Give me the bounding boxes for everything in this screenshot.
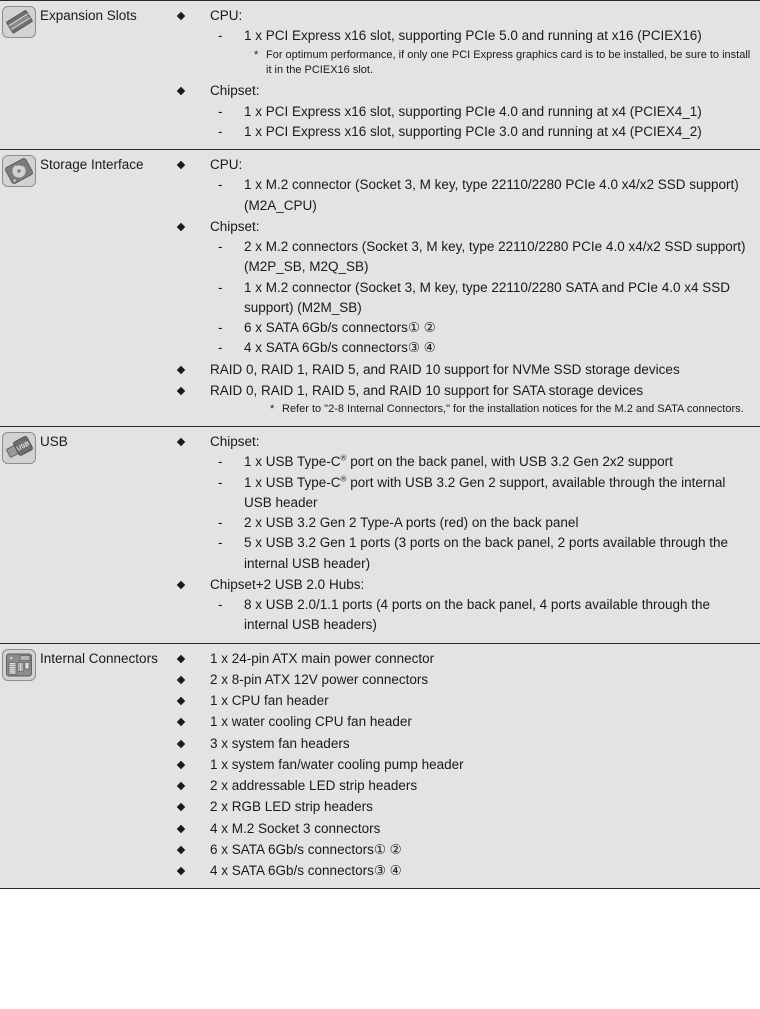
diamond-bullet-icon	[177, 387, 185, 395]
dash-bullet-icon: -	[218, 123, 223, 139]
spec-subitem	[210, 452, 756, 472]
spec-subitem	[210, 175, 756, 216]
spec-group-heading: Chipset:	[210, 83, 260, 99]
dash-bullet-icon: -	[218, 320, 223, 336]
spec-subitem-text: 4 x SATA 6Gb/s connectors③ ④	[244, 340, 436, 356]
spec-row-content	[168, 1, 760, 150]
spec-row	[0, 643, 760, 889]
svg-text:USB: USB	[15, 440, 31, 453]
diamond-bullet-icon	[177, 824, 185, 832]
spec-subitem	[210, 318, 756, 338]
spec-group-item	[168, 776, 756, 796]
spec-subitem-text: 1 x PCI Express x16 slot, supporting PCIe 4.0 and running at x4 (PCIEX4_1)	[244, 103, 702, 119]
spec-subitem-text: 1 x PCI Express x16 slot, supporting PCIe 5.0 and running at x16 (PCIEX16)	[244, 28, 702, 44]
dash-bullet-icon: -	[218, 177, 223, 193]
spec-group-heading: CPU:	[210, 8, 243, 23]
diamond-bullet-icon	[177, 697, 185, 705]
diamond-bullet-icon	[177, 654, 185, 662]
spec-group-heading: CPU:	[210, 157, 243, 173]
spec-group-list	[168, 649, 756, 882]
diamond-bullet-icon	[177, 365, 185, 373]
diamond-bullet-icon	[177, 803, 185, 811]
spec-group-heading: 1 x CPU fan header	[210, 693, 329, 709]
spec-group-item	[168, 797, 756, 817]
spec-row-icon-cell	[0, 427, 40, 644]
spec-subitem-list	[210, 452, 756, 574]
spec-group-list	[168, 6, 756, 142]
spec-group-item	[168, 360, 756, 380]
spec-group-item	[168, 6, 756, 79]
dash-bullet-icon: -	[218, 28, 223, 44]
spec-group-item	[168, 691, 756, 711]
spec-subitem-list	[210, 237, 756, 359]
diamond-bullet-icon	[177, 761, 185, 769]
spec-group-item	[168, 861, 756, 881]
spec-group-item	[168, 649, 756, 669]
spec-group-item	[168, 670, 756, 690]
spec-subitem-text: 8 x USB 2.0/1.1 ports (4 ports on the back panel, 4 ports available through the internal USB headers)	[244, 597, 711, 633]
spec-table-body	[0, 1, 760, 889]
spec-subitem-text: 6 x SATA 6Gb/s connectors① ②	[244, 320, 436, 336]
spec-group-heading: 2 x RGB LED strip headers	[210, 799, 373, 815]
spec-subitem-text: 1 x USB Type-C® port with USB 3.2 Gen 2 support, available through the internal USB header	[244, 474, 726, 510]
diamond-bullet-icon	[177, 87, 185, 95]
spec-subitem-text: 5 x USB 3.2 Gen 1 ports (3 ports on the back panel, 2 ports available through the internal USB header)	[244, 535, 729, 571]
spec-group-item	[168, 575, 756, 636]
spec-subitem-text: 1 x PCI Express x16 slot, supporting PCIe 3.0 and running at x4 (PCIEX4_2)	[244, 123, 702, 139]
spec-group-heading: 4 x SATA 6Gb/s connectors③ ④	[210, 863, 402, 879]
spec-subitem	[210, 533, 756, 574]
spec-group-list	[168, 155, 756, 418]
spec-group-heading: Chipset:	[210, 218, 260, 234]
spec-row-content	[168, 150, 760, 427]
spec-subitem	[210, 122, 756, 142]
spec-row	[0, 150, 760, 427]
registered-mark: ®	[340, 453, 347, 463]
dash-bullet-icon: -	[218, 535, 223, 551]
diamond-bullet-icon	[177, 581, 185, 589]
spec-subitem	[210, 278, 756, 319]
spec-group-heading: 1 x water cooling CPU fan header	[210, 714, 412, 730]
spec-row	[0, 1, 760, 150]
spec-note	[210, 48, 756, 80]
dash-bullet-icon: -	[218, 515, 223, 531]
storage-interface-icon	[2, 155, 36, 187]
spec-subitem-list	[210, 175, 756, 216]
spec-group-item	[168, 217, 756, 359]
spec-group-heading: Chipset:	[210, 434, 260, 450]
spec-row-label: Storage Interface	[40, 150, 168, 427]
spec-group-item	[168, 819, 756, 839]
diamond-bullet-icon	[177, 846, 185, 854]
spec-group-heading: 3 x system fan headers	[210, 735, 350, 751]
dash-bullet-icon: -	[218, 454, 223, 470]
spec-group-item	[168, 840, 756, 860]
spec-group-list	[168, 432, 756, 636]
dash-bullet-icon: -	[218, 597, 223, 613]
spec-row-content	[168, 643, 760, 889]
usb-icon	[2, 432, 36, 464]
registered-mark: ®	[340, 474, 347, 484]
spec-subitem	[210, 473, 756, 514]
spec-group-item	[168, 155, 756, 216]
asterisk-icon: *	[270, 403, 275, 416]
spec-row-label: Internal Connectors	[40, 643, 168, 889]
spec-group-heading: 1 x 24-pin ATX main power connector	[210, 650, 435, 666]
spec-group-heading: 6 x SATA 6Gb/s connectors① ②	[210, 841, 402, 857]
dash-bullet-icon: -	[218, 474, 223, 490]
dash-bullet-icon: -	[218, 239, 223, 255]
spec-subitem-list	[210, 595, 756, 636]
diamond-bullet-icon	[177, 438, 185, 446]
spec-subitem	[210, 338, 756, 358]
spec-group-item	[168, 432, 756, 574]
diamond-bullet-icon	[177, 739, 185, 747]
diamond-bullet-icon	[177, 718, 185, 726]
diamond-bullet-icon	[177, 867, 185, 875]
spec-group-heading: RAID 0, RAID 1, RAID 5, and RAID 10 support for SATA storage devices	[210, 382, 644, 398]
spec-group-heading: RAID 0, RAID 1, RAID 5, and RAID 10 support for NVMe SSD storage devices	[210, 361, 680, 377]
spec-subitem-text: 2 x M.2 connectors (Socket 3, M key, type 22110/2280 PCIe 4.0 x4/x2 SSD support) (M2P_SB, M2Q_SB)	[244, 239, 746, 275]
spec-group-heading: Chipset+2 USB 2.0 Hubs:	[210, 576, 365, 592]
spec-group-heading: 1 x system fan/water cooling pump header	[210, 756, 464, 772]
spec-group-item	[168, 381, 756, 418]
spec-subitem	[210, 513, 756, 533]
diamond-bullet-icon	[177, 676, 185, 684]
spec-subitem-text: 1 x M.2 connector (Socket 3, M key, type 22110/2280 PCIe 4.0 x4/x2 SSD support) (M2A_CPU)	[244, 177, 739, 213]
spec-note-text: Refer to "2-8 Internal Connectors," for the installation notices for the M.2 and SATA connectors.	[282, 403, 744, 416]
dash-bullet-icon: -	[218, 103, 223, 119]
spec-row-label: Expansion Slots	[40, 1, 168, 150]
diamond-bullet-icon	[177, 782, 185, 790]
spec-subitem-list	[210, 102, 756, 143]
spec-row-content	[168, 427, 760, 644]
spec-subitem-text: 2 x USB 3.2 Gen 2 Type-A ports (red) on the back panel	[244, 515, 579, 531]
spec-group-item	[168, 755, 756, 775]
spec-row-icon-cell	[0, 150, 40, 427]
spec-row-label: USB	[40, 427, 168, 644]
spec-subitem-text: 1 x USB Type-C® port on the back panel, with USB 3.2 Gen 2x2 support	[244, 453, 673, 470]
spec-group-heading: 4 x M.2 Socket 3 connectors	[210, 820, 381, 836]
spec-subitem-text: 1 x M.2 connector (Socket 3, M key, type 22110/2280 SATA and PCIe 4.0 x4 SSD support) (M2M_SB)	[244, 279, 731, 315]
diamond-bullet-icon	[177, 161, 185, 169]
diamond-bullet-icon	[177, 223, 185, 231]
diamond-bullet-icon	[177, 12, 185, 20]
spec-group-item	[168, 712, 756, 732]
spec-subitem-list	[210, 26, 756, 79]
spec-note-text: For optimum performance, if only one PCI Express graphics card is to be installed, be sure to install it in the PCIEX16 slot.	[266, 48, 751, 77]
spec-subitem	[210, 237, 756, 278]
spec-row-icon-cell	[0, 643, 40, 889]
spec-note	[210, 402, 756, 418]
dash-bullet-icon: -	[218, 340, 223, 356]
spec-group-item	[168, 81, 756, 142]
spec-row	[0, 427, 760, 644]
spec-subitem	[210, 102, 756, 122]
spec-row-icon-cell	[0, 1, 40, 150]
expansion-slots-icon	[2, 6, 36, 38]
dash-bullet-icon: -	[218, 279, 223, 295]
asterisk-icon: *	[254, 48, 259, 61]
spec-group-heading: 2 x 8-pin ATX 12V power connectors	[210, 671, 429, 687]
internal-connectors-icon	[2, 649, 36, 681]
spec-group-item	[168, 734, 756, 754]
spec-group-heading: 2 x addressable LED strip headers	[210, 778, 418, 794]
spec-subitem	[210, 595, 756, 636]
spec-subitem	[210, 26, 756, 46]
